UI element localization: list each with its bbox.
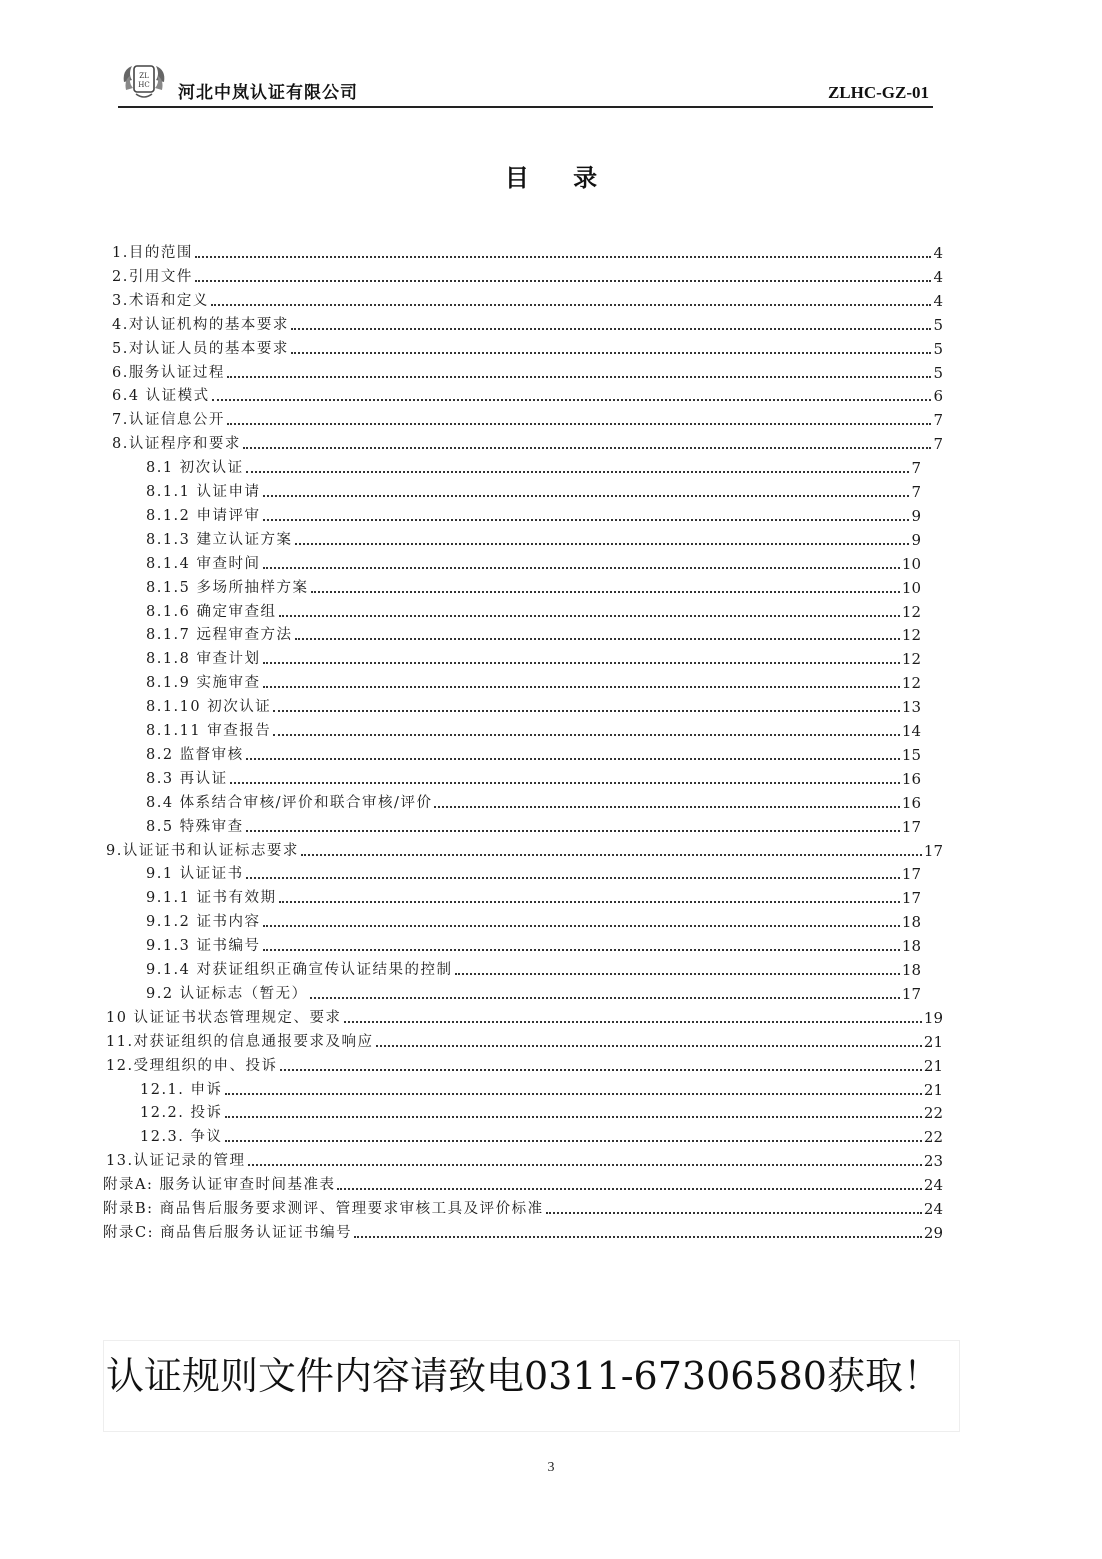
toc-leader-dots [273, 709, 900, 712]
toc-leader-dots [291, 351, 932, 354]
toc-entry-page: 7 [933, 435, 943, 454]
toc-leader-dots [263, 566, 900, 569]
toc-entry-page: 21 [923, 1056, 943, 1075]
toc-leader-dots [246, 829, 900, 832]
toc-entry-label: 8.1.7 远程审查方法 [146, 627, 293, 644]
toc-entry[interactable] [146, 933, 921, 955]
toc-entry[interactable] [112, 360, 943, 382]
toc-entry-page: 22 [923, 1128, 943, 1147]
logo-text-top: ZL [139, 72, 149, 80]
toc-leader-dots [227, 375, 932, 378]
toc-leader-dots [263, 924, 900, 927]
toc-entry-page: 21 [923, 1032, 943, 1051]
toc-leader-dots [211, 303, 932, 306]
toc-entry-page: 14 [901, 722, 921, 740]
toc-entry-page: 9 [911, 530, 921, 549]
toc-entry-label: 8.1.1 认证申请 [146, 484, 261, 500]
toc-entry[interactable] [146, 766, 921, 788]
toc-entry[interactable] [112, 240, 943, 262]
toc-entry-label: 2.引用文件 [112, 268, 193, 285]
toc-entry-page: 4 [933, 267, 943, 286]
toc-entry[interactable] [146, 790, 921, 812]
toc-entry-page: 12 [901, 650, 921, 669]
toc-leader-dots [279, 900, 900, 903]
toc-entry-page: 10 [901, 578, 921, 597]
toc-entry-page: 17 [901, 889, 921, 908]
toc-entry[interactable] [146, 957, 921, 979]
toc-entry-label: 8.1.2 申请评审 [146, 507, 261, 524]
toc-entry-page: 4 [933, 244, 943, 262]
toc-entry-label: 9.2 认证标志（暂无） [146, 985, 308, 1002]
toc-entry-label: 12.2. 投诉 [140, 1105, 223, 1122]
toc-entry-label: 8.认证程序和要求 [112, 436, 241, 453]
toc-leader-dots [354, 1235, 922, 1238]
toc-entry[interactable] [146, 718, 921, 740]
toc-entry[interactable] [112, 312, 943, 334]
toc-entry-page: 24 [923, 1200, 943, 1218]
toc-entry-label: 1.目的范围 [112, 245, 193, 261]
toc-entry[interactable] [112, 264, 943, 286]
page-number: 3 [547, 1460, 555, 1475]
contact-notice-box [103, 1340, 960, 1432]
company-logo-icon [120, 60, 168, 102]
toc-entry-label: 9.1.2 证书内容 [146, 914, 261, 931]
toc-entry-label: 8.1.4 审查时间 [146, 555, 261, 572]
toc-leader-dots [225, 1115, 922, 1118]
toc-entry-page: 7 [933, 411, 943, 430]
toc-entry-label: 5.对认证人员的基本要求 [112, 340, 289, 357]
toc-entry-page: 24 [923, 1176, 943, 1195]
toc-entry-label: 6.4 认证模式 [112, 388, 210, 405]
toc-entry-label: 8.2 监督审核 [146, 746, 244, 763]
toc-entry-page: 17 [901, 984, 921, 1003]
toc-entry[interactable] [146, 814, 921, 836]
toc-leader-dots [246, 470, 910, 473]
toc-entry-label: 附录C: 商品售后服务认证证书编号 [103, 1224, 353, 1241]
toc-leader-dots [337, 1187, 921, 1190]
toc-leader-dots [295, 637, 900, 640]
toc-entry-page: 16 [901, 769, 921, 788]
toc-entry[interactable] [112, 336, 943, 358]
toc-entry-label: 8.1.9 实施审查 [146, 675, 261, 692]
toc-entry-page: 15 [901, 745, 921, 764]
toc-entry-label: 8.1.11 审查报告 [146, 723, 272, 739]
toc-entry-page: 7 [911, 483, 921, 501]
toc-entry[interactable] [146, 694, 921, 716]
toc-entry-label: 9.认证证书和认证标志要求 [106, 842, 299, 859]
page-header [118, 58, 933, 108]
toc-entry[interactable] [106, 1005, 943, 1027]
toc-leader-dots [344, 1020, 922, 1023]
toc-leader-dots [212, 398, 932, 401]
toc-entry[interactable] [112, 288, 943, 310]
toc-entry[interactable] [103, 1172, 943, 1194]
toc-leader-dots [301, 853, 922, 856]
toc-leader-dots [311, 590, 900, 593]
toc-leader-dots [227, 422, 932, 425]
toc-entry-page: 5 [933, 339, 943, 358]
toc-entry-label: 附录A: 服务认证审查时间基准表 [103, 1177, 336, 1194]
toc-entry-page: 7 [911, 459, 921, 478]
toc-entry-page: 5 [933, 315, 943, 334]
toc-entry-page: 12 [901, 602, 921, 621]
toc-entry[interactable] [103, 1196, 943, 1218]
toc-entry-page: 18 [901, 937, 921, 956]
toc-title: 目 录 [504, 164, 616, 192]
toc-leader-dots [263, 685, 900, 688]
toc-entry-label: 11.对获证组织的信息通报要求及响应 [106, 1033, 374, 1050]
toc-leader-dots [280, 1068, 922, 1071]
toc-entry-page: 16 [901, 793, 921, 812]
toc-leader-dots [246, 876, 900, 879]
toc-entry-page: 12 [901, 674, 921, 693]
toc-entry-page: 6 [933, 387, 943, 406]
toc-entry[interactable] [146, 622, 921, 644]
toc-entry-label: 12.1. 申诉 [140, 1081, 223, 1098]
toc-entry-page: 29 [923, 1223, 943, 1242]
toc-entry[interactable] [103, 1220, 943, 1242]
toc-entry-label: 8.1.5 多场所抽样方案 [146, 579, 309, 596]
toc-leader-dots [546, 1211, 922, 1214]
toc-leader-dots [455, 972, 900, 975]
toc-entry-label: 8.4 体系结合审核/评价和联合审核/评价 [146, 794, 433, 811]
toc-entry-page: 4 [933, 291, 943, 310]
toc-entry[interactable] [106, 1029, 943, 1051]
toc-entry-page: 9 [911, 506, 921, 525]
toc-entry-label: 9.1.1 证书有效期 [146, 890, 277, 907]
toc-entry[interactable] [146, 575, 921, 597]
toc-entry[interactable] [146, 646, 921, 668]
toc-entry-label: 8.3 再认证 [146, 770, 228, 787]
toc-entry-page: 17 [923, 841, 943, 860]
toc-entry-label: 8.1 初次认证 [146, 460, 244, 477]
toc-leader-dots [310, 996, 900, 999]
toc-entry[interactable] [112, 407, 943, 429]
toc-leader-dots [195, 279, 932, 282]
toc-entry-label: 8.5 特殊审查 [146, 818, 244, 835]
toc-entry[interactable] [146, 551, 921, 573]
toc-leader-dots [230, 781, 900, 784]
toc-entry-label: 8.1.3 建立认证方案 [146, 531, 293, 548]
toc-entry-label: 8.1.8 审查计划 [146, 651, 261, 668]
toc-entry-label: 9.1.4 对获证组织正确宣传认证结果的控制 [146, 962, 453, 978]
toc-entry-page: 5 [933, 363, 943, 382]
toc-entry-label: 6.服务认证过程 [112, 364, 225, 381]
toc-entry-page: 10 [901, 554, 921, 573]
toc-entry[interactable] [146, 885, 921, 907]
toc-leader-dots [291, 327, 932, 330]
toc-leader-dots [248, 1163, 922, 1166]
toc-entry-page: 21 [923, 1080, 943, 1099]
toc-entry[interactable] [146, 527, 921, 549]
toc-entry-page: 18 [901, 961, 921, 979]
toc-entry[interactable] [112, 383, 943, 405]
toc-entry-label: 9.1 认证证书 [146, 866, 244, 883]
toc-entry[interactable] [140, 1100, 943, 1122]
document-code: ZLHC-GZ-01 [827, 83, 929, 102]
toc-leader-dots [273, 733, 900, 736]
toc-entry-page: 17 [901, 865, 921, 884]
toc-entry-page: 22 [923, 1104, 943, 1123]
toc-entry[interactable] [146, 599, 921, 621]
toc-entry-label: 10 认证证书状态管理规定、要求 [106, 1009, 342, 1026]
toc-leader-dots [243, 446, 932, 449]
toc-leader-dots [246, 757, 900, 760]
toc-entry-label: 4.对认证机构的基本要求 [112, 316, 289, 333]
toc-entry-page: 23 [923, 1152, 943, 1171]
toc-leader-dots [434, 805, 899, 808]
toc-leader-dots [376, 1044, 922, 1047]
toc-entry[interactable] [146, 479, 921, 501]
toc-entry[interactable] [106, 838, 943, 860]
toc-entry-label: 9.1.3 证书编号 [146, 938, 261, 955]
toc-entry[interactable] [112, 431, 943, 453]
toc-entry[interactable] [146, 981, 921, 1003]
contact-notice: 认证规则文件内容请致电0311-67306580获取！ [106, 1354, 941, 1398]
toc-leader-dots [279, 614, 900, 617]
toc-entry-page: 18 [901, 913, 921, 932]
toc-entry-page: 12 [901, 626, 921, 645]
toc-entry-page: 19 [923, 1008, 943, 1027]
toc-leader-dots [263, 518, 910, 521]
toc-leader-dots [225, 1139, 922, 1142]
toc-leader-dots [263, 494, 910, 497]
company-name: 河北中岚认证有限公司 [178, 83, 358, 103]
toc-entry[interactable] [146, 909, 921, 931]
toc-leader-dots [295, 542, 910, 545]
toc-entry[interactable] [146, 742, 921, 764]
toc-entry-label: 13.认证记录的管理 [106, 1153, 246, 1170]
toc-entry[interactable] [146, 670, 921, 692]
toc-entry-label: 12.受理组织的申、投诉 [106, 1057, 278, 1074]
toc-entry[interactable] [146, 455, 921, 477]
toc-entry-label: 附录B: 商品售后服务要求测评、管理要求审核工具及评价标准 [103, 1201, 544, 1217]
toc-entry[interactable] [106, 1053, 943, 1075]
toc-entry-label: 7.认证信息公开 [112, 412, 225, 429]
toc-entry[interactable] [106, 1148, 943, 1170]
toc-entry-label: 3.术语和定义 [112, 292, 209, 309]
toc-entry-label: 12.3. 争议 [140, 1129, 223, 1146]
toc-entry[interactable] [146, 503, 921, 525]
toc-entry-label: 8.1.10 初次认证 [146, 699, 272, 716]
toc-leader-dots [225, 1092, 922, 1095]
toc-entry-page: 17 [901, 817, 921, 836]
toc-leader-dots [263, 948, 900, 951]
toc-entry[interactable] [146, 861, 921, 883]
toc-leader-dots [263, 661, 900, 664]
toc-entry[interactable] [140, 1124, 943, 1146]
toc-leader-dots [195, 255, 932, 258]
toc-entry-page: 13 [901, 698, 921, 717]
logo-text-bottom: HC [138, 81, 150, 89]
toc-entry-label: 8.1.6 确定审查组 [146, 603, 277, 620]
toc-entry[interactable] [140, 1077, 943, 1099]
